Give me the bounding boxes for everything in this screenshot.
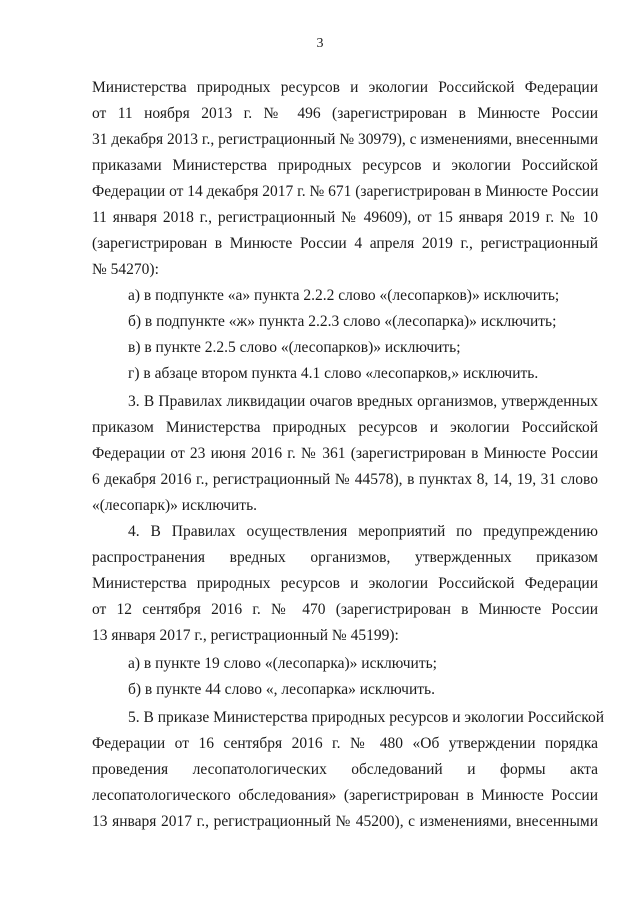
text-line: от 11 ноября 2013 г. № 496 (зарегистрирован в Минюсте России — [92, 105, 598, 122]
text-line: (зарегистрирован в Минюсте России 4 апреля 2019 г., регистрационный — [92, 235, 598, 252]
text-line: приказами Министерства природных ресурсов и экологии Российской — [92, 157, 598, 174]
text-line: 13 января 2017 г., регистрационный № 45199): — [92, 627, 399, 644]
list-item: б) в подпункте «ж» пункта 2.2.3 слово «(лесопарка)» исключить; — [128, 313, 557, 330]
paragraph-start: 3. В Правилах ликвидации очагов вредных организмов, утвержденных — [128, 393, 598, 410]
text-line: приказом Министерства природных ресурсов и экологии Российской — [92, 419, 598, 436]
text-line: проведения лесопатологических обследований и формы акта — [92, 761, 598, 778]
list-item: а) в пункте 19 слово «(лесопарка)» исключить; — [128, 655, 437, 672]
page-number: 3 — [316, 36, 324, 51]
text-line: № 54270): — [92, 261, 159, 278]
text-line: Федерации от 16 сентября 2016 г. № 480 «Об утверждении порядка — [92, 735, 598, 752]
list-item: б) в пункте 44 слово «, лесопарка» исключить. — [128, 681, 435, 698]
text-line: «(лесопарк)» исключить. — [92, 497, 258, 514]
list-item: а) в подпункте «а» пункта 2.2.2 слово «(лесопарков)» исключить; — [128, 287, 560, 304]
text-line: лесопатологического обследования» (зарегистрирован в Минюсте России — [92, 787, 598, 804]
text-line: Министерства природных ресурсов и экологии Российской Федерации — [92, 79, 598, 96]
text-line: 31 декабря 2013 г., регистрационный № 30979), с изменениями, внесенными — [92, 131, 598, 148]
list-item: г) в абзаце втором пункта 4.1 слово «лесопарков,» исключить. — [128, 365, 539, 382]
text-line: Федерации от 23 июня 2016 г. № 361 (зарегистрирован в Минюсте России — [92, 445, 598, 462]
text-line: 13 января 2017 г., регистрационный № 45200), с изменениями, внесенными — [92, 813, 598, 830]
text-line: Федерации от 14 декабря 2017 г. № 671 (зарегистрирован в Минюсте России — [92, 183, 599, 200]
text-line: 6 декабря 2016 г., регистрационный № 44578), в пунктах 8, 14, 19, 31 слово — [92, 471, 598, 488]
text-line: от 12 сентября 2016 г. № 470 (зарегистрирован в Минюсте России — [92, 601, 598, 618]
text-line: распространения вредных организмов, утвержденных приказом — [92, 549, 598, 566]
text-line: 11 января 2018 г., регистрационный № 49609), от 15 января 2019 г. № 10 — [92, 209, 598, 226]
paragraph-start: 4. В Правилах осуществления мероприятий по предупреждению — [128, 523, 598, 540]
list-item: в) в пункте 2.2.5 слово «(лесопарков)» исключить; — [128, 339, 461, 356]
text-line: Министерства природных ресурсов и экологии Российской Федерации — [92, 575, 598, 592]
paragraph-start: 5. В приказе Министерства природных ресурсов и экологии Российской — [128, 709, 605, 726]
